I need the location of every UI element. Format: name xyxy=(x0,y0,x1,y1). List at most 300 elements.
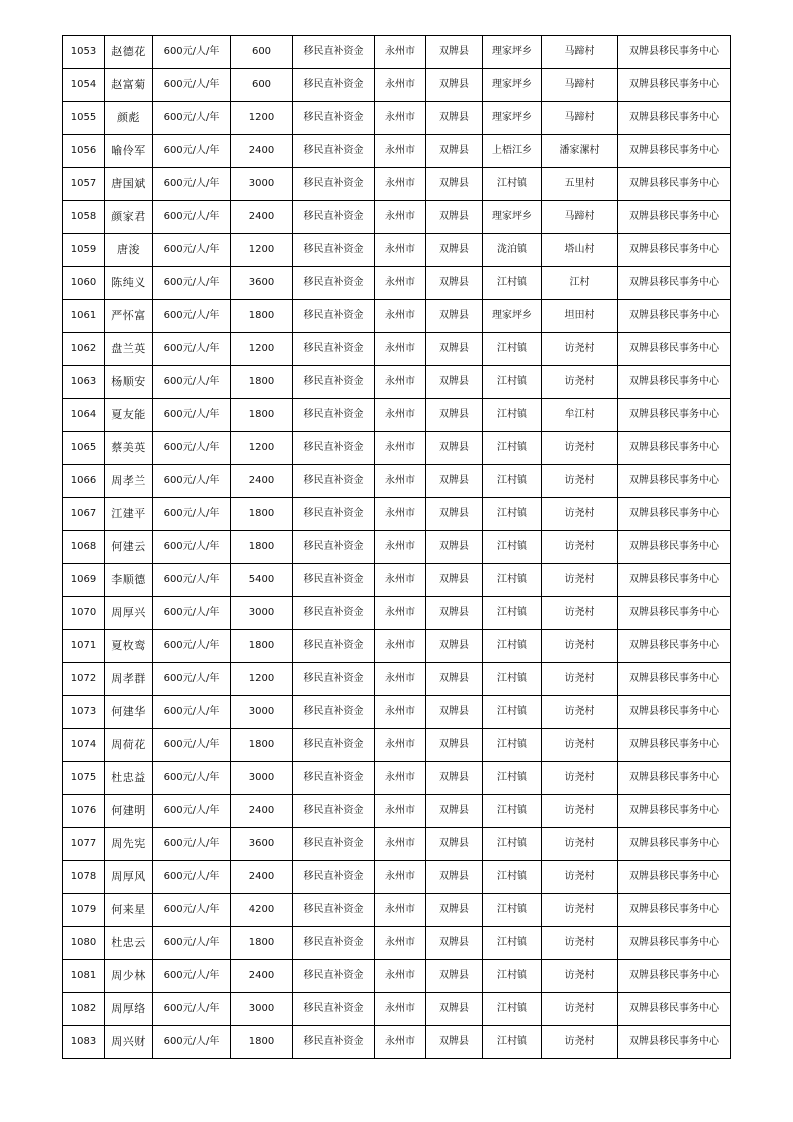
name-cell: 陈纯义 xyxy=(105,267,153,300)
issuer-cell: 双牌县移民事务中心 xyxy=(618,993,731,1026)
row-number-cell: 1074 xyxy=(63,729,105,762)
fund-type-cell: 移民直补资金 xyxy=(293,564,375,597)
fund-type-cell: 移民直补资金 xyxy=(293,894,375,927)
table-row xyxy=(63,927,731,960)
township-cell: 江村镇 xyxy=(483,531,542,564)
row-number-cell: 1078 xyxy=(63,861,105,894)
name-cell: 周孝群 xyxy=(105,663,153,696)
amount-cell: 2400 xyxy=(231,135,293,168)
village-cell: 访尧村 xyxy=(542,1026,618,1059)
city-cell: 永州市 xyxy=(375,135,426,168)
name-cell: 周厚兴 xyxy=(105,597,153,630)
township-cell: 江村镇 xyxy=(483,960,542,993)
city-cell: 永州市 xyxy=(375,894,426,927)
issuer-cell: 双牌县移民事务中心 xyxy=(618,795,731,828)
city-cell: 永州市 xyxy=(375,993,426,1026)
township-cell: 江村镇 xyxy=(483,498,542,531)
issuer-cell: 双牌县移民事务中心 xyxy=(618,300,731,333)
township-cell: 江村镇 xyxy=(483,696,542,729)
city-cell: 永州市 xyxy=(375,564,426,597)
issuer-cell: 双牌县移民事务中心 xyxy=(618,366,731,399)
table-row xyxy=(63,564,731,597)
name-cell: 夏友能 xyxy=(105,399,153,432)
city-cell: 永州市 xyxy=(375,201,426,234)
table-row xyxy=(63,795,731,828)
amount-cell: 1200 xyxy=(231,663,293,696)
rate-cell: 600元/人/年 xyxy=(153,201,231,234)
issuer-cell: 双牌县移民事务中心 xyxy=(618,696,731,729)
county-cell: 双牌县 xyxy=(426,234,483,267)
rate-cell: 600元/人/年 xyxy=(153,927,231,960)
rate-cell: 600元/人/年 xyxy=(153,564,231,597)
city-cell: 永州市 xyxy=(375,465,426,498)
county-cell: 双牌县 xyxy=(426,135,483,168)
table-row xyxy=(63,762,731,795)
issuer-cell: 双牌县移民事务中心 xyxy=(618,465,731,498)
rate-cell: 600元/人/年 xyxy=(153,333,231,366)
table-row xyxy=(63,36,731,69)
fund-type-cell: 移民直补资金 xyxy=(293,333,375,366)
amount-cell: 3000 xyxy=(231,168,293,201)
township-cell: 江村镇 xyxy=(483,828,542,861)
amount-cell: 2400 xyxy=(231,201,293,234)
fund-type-cell: 移民直补资金 xyxy=(293,300,375,333)
township-cell: 江村镇 xyxy=(483,366,542,399)
township-cell: 江村镇 xyxy=(483,597,542,630)
row-number-cell: 1063 xyxy=(63,366,105,399)
issuer-cell: 双牌县移民事务中心 xyxy=(618,564,731,597)
fund-type-cell: 移民直补资金 xyxy=(293,960,375,993)
table-row xyxy=(63,333,731,366)
city-cell: 永州市 xyxy=(375,69,426,102)
township-cell: 理家坪乡 xyxy=(483,102,542,135)
fund-type-cell: 移民直补资金 xyxy=(293,267,375,300)
name-cell: 何建云 xyxy=(105,531,153,564)
township-cell: 江村镇 xyxy=(483,927,542,960)
issuer-cell: 双牌县移民事务中心 xyxy=(618,36,731,69)
county-cell: 双牌县 xyxy=(426,432,483,465)
city-cell: 永州市 xyxy=(375,168,426,201)
village-cell: 访尧村 xyxy=(542,663,618,696)
rate-cell: 600元/人/年 xyxy=(153,234,231,267)
issuer-cell: 双牌县移民事务中心 xyxy=(618,135,731,168)
fund-type-cell: 移民直补资金 xyxy=(293,762,375,795)
township-cell: 江村镇 xyxy=(483,993,542,1026)
fund-type-cell: 移民直补资金 xyxy=(293,399,375,432)
fund-type-cell: 移民直补资金 xyxy=(293,663,375,696)
city-cell: 永州市 xyxy=(375,828,426,861)
row-number-cell: 1077 xyxy=(63,828,105,861)
rate-cell: 600元/人/年 xyxy=(153,828,231,861)
county-cell: 双牌县 xyxy=(426,465,483,498)
township-cell: 江村镇 xyxy=(483,894,542,927)
city-cell: 永州市 xyxy=(375,729,426,762)
issuer-cell: 双牌县移民事务中心 xyxy=(618,234,731,267)
name-cell: 周厚络 xyxy=(105,993,153,1026)
table-row xyxy=(63,135,731,168)
rate-cell: 600元/人/年 xyxy=(153,795,231,828)
village-cell: 访尧村 xyxy=(542,597,618,630)
issuer-cell: 双牌县移民事务中心 xyxy=(618,663,731,696)
amount-cell: 2400 xyxy=(231,960,293,993)
table-row xyxy=(63,861,731,894)
township-cell: 江村镇 xyxy=(483,333,542,366)
table-row xyxy=(63,960,731,993)
city-cell: 永州市 xyxy=(375,597,426,630)
issuer-cell: 双牌县移民事务中心 xyxy=(618,927,731,960)
fund-type-cell: 移民直补资金 xyxy=(293,531,375,564)
rate-cell: 600元/人/年 xyxy=(153,36,231,69)
fund-type-cell: 移民直补资金 xyxy=(293,432,375,465)
city-cell: 永州市 xyxy=(375,762,426,795)
table-row xyxy=(63,630,731,663)
amount-cell: 1800 xyxy=(231,630,293,663)
township-cell: 江村镇 xyxy=(483,168,542,201)
city-cell: 永州市 xyxy=(375,234,426,267)
village-cell: 访尧村 xyxy=(542,564,618,597)
rate-cell: 600元/人/年 xyxy=(153,630,231,663)
name-cell: 杨顺安 xyxy=(105,366,153,399)
amount-cell: 3000 xyxy=(231,762,293,795)
table-row xyxy=(63,399,731,432)
county-cell: 双牌县 xyxy=(426,201,483,234)
village-cell: 五里村 xyxy=(542,168,618,201)
issuer-cell: 双牌县移民事务中心 xyxy=(618,267,731,300)
issuer-cell: 双牌县移民事务中心 xyxy=(618,201,731,234)
county-cell: 双牌县 xyxy=(426,993,483,1026)
fund-type-cell: 移民直补资金 xyxy=(293,630,375,663)
county-cell: 双牌县 xyxy=(426,168,483,201)
rate-cell: 600元/人/年 xyxy=(153,135,231,168)
rate-cell: 600元/人/年 xyxy=(153,894,231,927)
name-cell: 唐浚 xyxy=(105,234,153,267)
township-cell: 理家坪乡 xyxy=(483,201,542,234)
village-cell: 访尧村 xyxy=(542,927,618,960)
county-cell: 双牌县 xyxy=(426,762,483,795)
name-cell: 周少林 xyxy=(105,960,153,993)
city-cell: 永州市 xyxy=(375,300,426,333)
township-cell: 江村镇 xyxy=(483,564,542,597)
row-number-cell: 1053 xyxy=(63,36,105,69)
village-cell: 访尧村 xyxy=(542,696,618,729)
table-row xyxy=(63,663,731,696)
county-cell: 双牌县 xyxy=(426,696,483,729)
row-number-cell: 1064 xyxy=(63,399,105,432)
county-cell: 双牌县 xyxy=(426,531,483,564)
city-cell: 永州市 xyxy=(375,1026,426,1059)
county-cell: 双牌县 xyxy=(426,102,483,135)
name-cell: 何建华 xyxy=(105,696,153,729)
amount-cell: 2400 xyxy=(231,465,293,498)
county-cell: 双牌县 xyxy=(426,333,483,366)
rate-cell: 600元/人/年 xyxy=(153,597,231,630)
name-cell: 喻伶军 xyxy=(105,135,153,168)
name-cell: 江建平 xyxy=(105,498,153,531)
name-cell: 蔡美英 xyxy=(105,432,153,465)
county-cell: 双牌县 xyxy=(426,597,483,630)
issuer-cell: 双牌县移民事务中心 xyxy=(618,762,731,795)
name-cell: 周荷花 xyxy=(105,729,153,762)
row-number-cell: 1071 xyxy=(63,630,105,663)
rate-cell: 600元/人/年 xyxy=(153,267,231,300)
rate-cell: 600元/人/年 xyxy=(153,366,231,399)
village-cell: 访尧村 xyxy=(542,861,618,894)
row-number-cell: 1061 xyxy=(63,300,105,333)
city-cell: 永州市 xyxy=(375,102,426,135)
township-cell: 江村镇 xyxy=(483,795,542,828)
township-cell: 江村镇 xyxy=(483,762,542,795)
township-cell: 理家坪乡 xyxy=(483,36,542,69)
rate-cell: 600元/人/年 xyxy=(153,432,231,465)
issuer-cell: 双牌县移民事务中心 xyxy=(618,630,731,663)
row-number-cell: 1082 xyxy=(63,993,105,1026)
table-body xyxy=(63,36,731,1059)
row-number-cell: 1055 xyxy=(63,102,105,135)
table-row xyxy=(63,432,731,465)
fund-type-cell: 移民直补资金 xyxy=(293,69,375,102)
amount-cell: 3000 xyxy=(231,696,293,729)
township-cell: 江村镇 xyxy=(483,1026,542,1059)
amount-cell: 600 xyxy=(231,36,293,69)
village-cell: 牟江村 xyxy=(542,399,618,432)
rate-cell: 600元/人/年 xyxy=(153,861,231,894)
village-cell: 访尧村 xyxy=(542,894,618,927)
name-cell: 严怀富 xyxy=(105,300,153,333)
village-cell: 访尧村 xyxy=(542,729,618,762)
subsidy-table xyxy=(62,35,731,1059)
rate-cell: 600元/人/年 xyxy=(153,300,231,333)
rate-cell: 600元/人/年 xyxy=(153,498,231,531)
name-cell: 夏枚鸾 xyxy=(105,630,153,663)
county-cell: 双牌县 xyxy=(426,795,483,828)
table-row xyxy=(63,300,731,333)
row-number-cell: 1083 xyxy=(63,1026,105,1059)
city-cell: 永州市 xyxy=(375,927,426,960)
issuer-cell: 双牌县移民事务中心 xyxy=(618,399,731,432)
name-cell: 李顺德 xyxy=(105,564,153,597)
village-cell: 访尧村 xyxy=(542,531,618,564)
township-cell: 理家坪乡 xyxy=(483,300,542,333)
amount-cell: 1800 xyxy=(231,300,293,333)
name-cell: 周先宪 xyxy=(105,828,153,861)
row-number-cell: 1073 xyxy=(63,696,105,729)
township-cell: 江村镇 xyxy=(483,465,542,498)
table-row xyxy=(63,267,731,300)
county-cell: 双牌县 xyxy=(426,36,483,69)
amount-cell: 1800 xyxy=(231,399,293,432)
table-row xyxy=(63,828,731,861)
amount-cell: 600 xyxy=(231,69,293,102)
fund-type-cell: 移民直补资金 xyxy=(293,234,375,267)
city-cell: 永州市 xyxy=(375,399,426,432)
amount-cell: 1800 xyxy=(231,729,293,762)
village-cell: 访尧村 xyxy=(542,366,618,399)
amount-cell: 3600 xyxy=(231,828,293,861)
city-cell: 永州市 xyxy=(375,696,426,729)
rate-cell: 600元/人/年 xyxy=(153,168,231,201)
rate-cell: 600元/人/年 xyxy=(153,531,231,564)
village-cell: 访尧村 xyxy=(542,960,618,993)
amount-cell: 1200 xyxy=(231,432,293,465)
village-cell: 访尧村 xyxy=(542,465,618,498)
row-number-cell: 1080 xyxy=(63,927,105,960)
city-cell: 永州市 xyxy=(375,432,426,465)
county-cell: 双牌县 xyxy=(426,498,483,531)
village-cell: 访尧村 xyxy=(542,828,618,861)
row-number-cell: 1067 xyxy=(63,498,105,531)
table-row xyxy=(63,696,731,729)
village-cell: 坦田村 xyxy=(542,300,618,333)
city-cell: 永州市 xyxy=(375,36,426,69)
city-cell: 永州市 xyxy=(375,663,426,696)
issuer-cell: 双牌县移民事务中心 xyxy=(618,960,731,993)
village-cell: 访尧村 xyxy=(542,762,618,795)
county-cell: 双牌县 xyxy=(426,861,483,894)
county-cell: 双牌县 xyxy=(426,729,483,762)
row-number-cell: 1075 xyxy=(63,762,105,795)
fund-type-cell: 移民直补资金 xyxy=(293,927,375,960)
name-cell: 周厚风 xyxy=(105,861,153,894)
county-cell: 双牌县 xyxy=(426,564,483,597)
amount-cell: 4200 xyxy=(231,894,293,927)
name-cell: 盘兰英 xyxy=(105,333,153,366)
village-cell: 马蹄村 xyxy=(542,102,618,135)
village-cell: 访尧村 xyxy=(542,993,618,1026)
township-cell: 江村镇 xyxy=(483,267,542,300)
issuer-cell: 双牌县移民事务中心 xyxy=(618,168,731,201)
rate-cell: 600元/人/年 xyxy=(153,993,231,1026)
county-cell: 双牌县 xyxy=(426,927,483,960)
fund-type-cell: 移民直补资金 xyxy=(293,36,375,69)
city-cell: 永州市 xyxy=(375,795,426,828)
row-number-cell: 1058 xyxy=(63,201,105,234)
rate-cell: 600元/人/年 xyxy=(153,729,231,762)
township-cell: 泷泊镇 xyxy=(483,234,542,267)
amount-cell: 2400 xyxy=(231,861,293,894)
fund-type-cell: 移民直补资金 xyxy=(293,696,375,729)
village-cell: 访尧村 xyxy=(542,498,618,531)
fund-type-cell: 移民直补资金 xyxy=(293,498,375,531)
county-cell: 双牌县 xyxy=(426,894,483,927)
name-cell: 何来星 xyxy=(105,894,153,927)
fund-type-cell: 移民直补资金 xyxy=(293,366,375,399)
issuer-cell: 双牌县移民事务中心 xyxy=(618,531,731,564)
table-row xyxy=(63,1026,731,1059)
amount-cell: 3000 xyxy=(231,597,293,630)
row-number-cell: 1072 xyxy=(63,663,105,696)
amount-cell: 5400 xyxy=(231,564,293,597)
fund-type-cell: 移民直补资金 xyxy=(293,729,375,762)
amount-cell: 1800 xyxy=(231,1026,293,1059)
row-number-cell: 1070 xyxy=(63,597,105,630)
table-row xyxy=(63,168,731,201)
township-cell: 江村镇 xyxy=(483,729,542,762)
row-number-cell: 1076 xyxy=(63,795,105,828)
township-cell: 江村镇 xyxy=(483,861,542,894)
rate-cell: 600元/人/年 xyxy=(153,696,231,729)
name-cell: 颜彪 xyxy=(105,102,153,135)
table-row xyxy=(63,597,731,630)
village-cell: 马蹄村 xyxy=(542,201,618,234)
issuer-cell: 双牌县移民事务中心 xyxy=(618,333,731,366)
row-number-cell: 1079 xyxy=(63,894,105,927)
rate-cell: 600元/人/年 xyxy=(153,960,231,993)
amount-cell: 3600 xyxy=(231,267,293,300)
city-cell: 永州市 xyxy=(375,333,426,366)
city-cell: 永州市 xyxy=(375,630,426,663)
issuer-cell: 双牌县移民事务中心 xyxy=(618,894,731,927)
amount-cell: 1800 xyxy=(231,531,293,564)
row-number-cell: 1065 xyxy=(63,432,105,465)
fund-type-cell: 移民直补资金 xyxy=(293,465,375,498)
row-number-cell: 1066 xyxy=(63,465,105,498)
township-cell: 上梧江乡 xyxy=(483,135,542,168)
village-cell: 访尧村 xyxy=(542,795,618,828)
rate-cell: 600元/人/年 xyxy=(153,399,231,432)
amount-cell: 3000 xyxy=(231,993,293,1026)
table-row xyxy=(63,531,731,564)
table-row xyxy=(63,894,731,927)
township-cell: 理家坪乡 xyxy=(483,69,542,102)
rate-cell: 600元/人/年 xyxy=(153,102,231,135)
amount-cell: 1800 xyxy=(231,366,293,399)
table-row xyxy=(63,729,731,762)
table-row xyxy=(63,234,731,267)
fund-type-cell: 移民直补资金 xyxy=(293,861,375,894)
village-cell: 马蹄村 xyxy=(542,36,618,69)
city-cell: 永州市 xyxy=(375,960,426,993)
name-cell: 周兴财 xyxy=(105,1026,153,1059)
rate-cell: 600元/人/年 xyxy=(153,663,231,696)
table-row xyxy=(63,201,731,234)
amount-cell: 1800 xyxy=(231,498,293,531)
county-cell: 双牌县 xyxy=(426,960,483,993)
name-cell: 杜忠益 xyxy=(105,762,153,795)
fund-type-cell: 移民直补资金 xyxy=(293,795,375,828)
name-cell: 何建明 xyxy=(105,795,153,828)
issuer-cell: 双牌县移民事务中心 xyxy=(618,432,731,465)
amount-cell: 1200 xyxy=(231,102,293,135)
table-row xyxy=(63,993,731,1026)
name-cell: 赵富菊 xyxy=(105,69,153,102)
row-number-cell: 1081 xyxy=(63,960,105,993)
fund-type-cell: 移民直补资金 xyxy=(293,828,375,861)
county-cell: 双牌县 xyxy=(426,69,483,102)
issuer-cell: 双牌县移民事务中心 xyxy=(618,69,731,102)
township-cell: 江村镇 xyxy=(483,432,542,465)
amount-cell: 1200 xyxy=(231,333,293,366)
name-cell: 杜忠云 xyxy=(105,927,153,960)
rate-cell: 600元/人/年 xyxy=(153,1026,231,1059)
amount-cell: 2400 xyxy=(231,795,293,828)
row-number-cell: 1056 xyxy=(63,135,105,168)
name-cell: 唐国斌 xyxy=(105,168,153,201)
row-number-cell: 1059 xyxy=(63,234,105,267)
county-cell: 双牌县 xyxy=(426,630,483,663)
row-number-cell: 1057 xyxy=(63,168,105,201)
issuer-cell: 双牌县移民事务中心 xyxy=(618,1026,731,1059)
fund-type-cell: 移民直补资金 xyxy=(293,201,375,234)
township-cell: 江村镇 xyxy=(483,630,542,663)
fund-type-cell: 移民直补资金 xyxy=(293,993,375,1026)
village-cell: 访尧村 xyxy=(542,630,618,663)
fund-type-cell: 移民直补资金 xyxy=(293,597,375,630)
village-cell: 潘家漯村 xyxy=(542,135,618,168)
row-number-cell: 1062 xyxy=(63,333,105,366)
table-row xyxy=(63,465,731,498)
fund-type-cell: 移民直补资金 xyxy=(293,135,375,168)
issuer-cell: 双牌县移民事务中心 xyxy=(618,861,731,894)
